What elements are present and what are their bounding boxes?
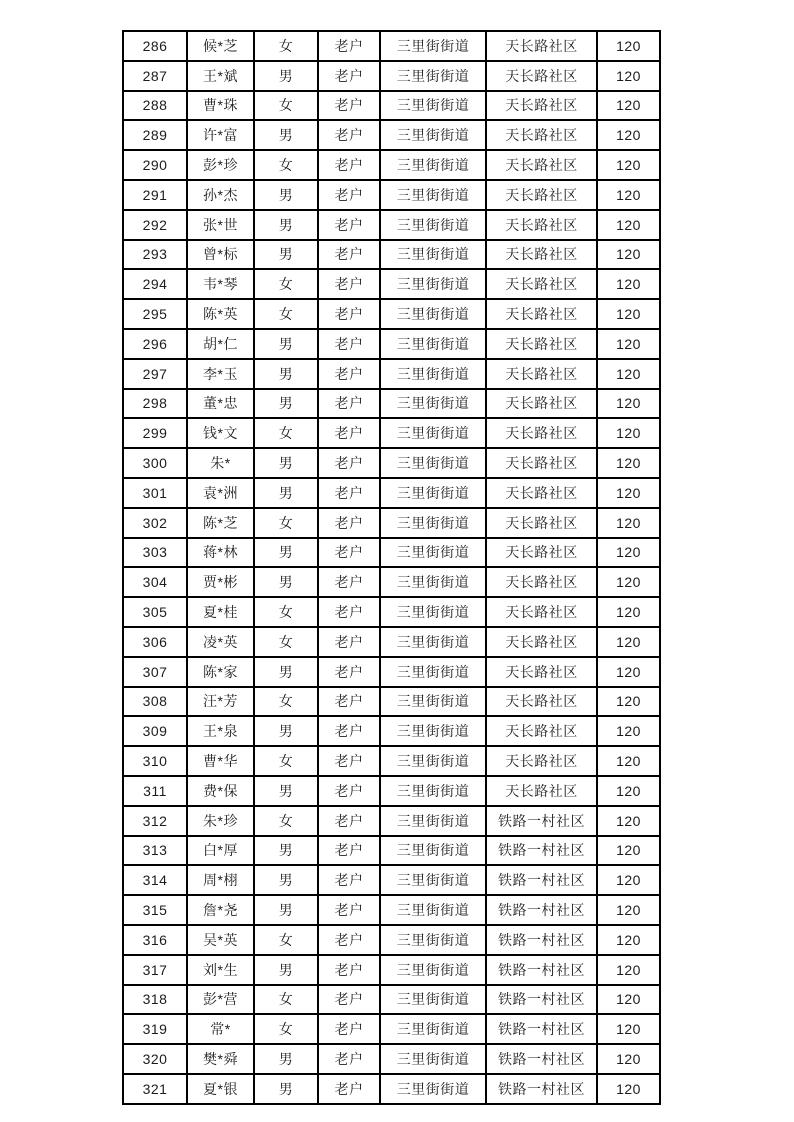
- cell-street: 三里街街道: [380, 389, 486, 419]
- cell-amount: 120: [597, 806, 660, 836]
- cell-name: 詹*尧: [187, 895, 254, 925]
- cell-gender: 男: [254, 657, 318, 687]
- cell-index: 307: [123, 657, 187, 687]
- cell-amount: 120: [597, 1074, 660, 1104]
- cell-index: 300: [123, 448, 187, 478]
- cell-amount: 120: [597, 746, 660, 776]
- cell-community: 铁路一村社区: [486, 836, 597, 866]
- table-row: [123, 1014, 660, 1044]
- cell-community: 天长路社区: [486, 180, 597, 210]
- cell-name: 孙*杰: [187, 180, 254, 210]
- cell-street: 三里街街道: [380, 478, 486, 508]
- cell-household-type: 老户: [318, 448, 380, 478]
- table-row: [123, 925, 660, 955]
- cell-community: 天长路社区: [486, 210, 597, 240]
- cell-household-type: 老户: [318, 269, 380, 299]
- cell-amount: 120: [597, 865, 660, 895]
- cell-community: 天长路社区: [486, 746, 597, 776]
- cell-community: 铁路一村社区: [486, 806, 597, 836]
- beneficiary-table: [122, 30, 661, 1105]
- cell-index: 290: [123, 150, 187, 180]
- cell-amount: 120: [597, 210, 660, 240]
- cell-household-type: 老户: [318, 299, 380, 329]
- cell-gender: 女: [254, 687, 318, 717]
- cell-street: 三里街街道: [380, 955, 486, 985]
- cell-community: 天长路社区: [486, 359, 597, 389]
- cell-household-type: 老户: [318, 61, 380, 91]
- cell-community: 天长路社区: [486, 329, 597, 359]
- cell-household-type: 老户: [318, 389, 380, 419]
- cell-index: 314: [123, 865, 187, 895]
- cell-household-type: 老户: [318, 538, 380, 568]
- cell-community: 天长路社区: [486, 120, 597, 150]
- cell-gender: 男: [254, 478, 318, 508]
- cell-household-type: 老户: [318, 31, 380, 61]
- cell-household-type: 老户: [318, 567, 380, 597]
- cell-street: 三里街街道: [380, 61, 486, 91]
- cell-gender: 女: [254, 627, 318, 657]
- cell-name: 王*泉: [187, 716, 254, 746]
- cell-gender: 女: [254, 31, 318, 61]
- cell-household-type: 老户: [318, 716, 380, 746]
- cell-name: 费*保: [187, 776, 254, 806]
- cell-street: 三里街街道: [380, 269, 486, 299]
- cell-community: 铁路一村社区: [486, 985, 597, 1015]
- cell-index: 306: [123, 627, 187, 657]
- cell-amount: 120: [597, 955, 660, 985]
- cell-name: 夏*桂: [187, 597, 254, 627]
- cell-name: 曹*华: [187, 746, 254, 776]
- cell-household-type: 老户: [318, 865, 380, 895]
- cell-gender: 男: [254, 538, 318, 568]
- table-row: [123, 538, 660, 568]
- cell-household-type: 老户: [318, 240, 380, 270]
- cell-street: 三里街街道: [380, 716, 486, 746]
- table-row: [123, 418, 660, 448]
- cell-gender: 女: [254, 985, 318, 1015]
- cell-community: 天长路社区: [486, 567, 597, 597]
- table-row: [123, 567, 660, 597]
- cell-name: 汪*芳: [187, 687, 254, 717]
- cell-street: 三里街街道: [380, 329, 486, 359]
- table-row: [123, 91, 660, 121]
- cell-index: 294: [123, 269, 187, 299]
- cell-gender: 女: [254, 269, 318, 299]
- cell-street: 三里街街道: [380, 538, 486, 568]
- cell-gender: 女: [254, 150, 318, 180]
- cell-household-type: 老户: [318, 359, 380, 389]
- table-row: [123, 985, 660, 1015]
- cell-amount: 120: [597, 985, 660, 1015]
- cell-amount: 120: [597, 538, 660, 568]
- cell-household-type: 老户: [318, 627, 380, 657]
- cell-household-type: 老户: [318, 597, 380, 627]
- cell-community: 天长路社区: [486, 716, 597, 746]
- cell-name: 樊*舜: [187, 1044, 254, 1074]
- cell-street: 三里街街道: [380, 210, 486, 240]
- cell-name: 白*厚: [187, 836, 254, 866]
- cell-street: 三里街街道: [380, 836, 486, 866]
- cell-name: 许*富: [187, 120, 254, 150]
- cell-community: 天长路社区: [486, 269, 597, 299]
- cell-community: 天长路社区: [486, 150, 597, 180]
- table-row: [123, 269, 660, 299]
- cell-amount: 120: [597, 508, 660, 538]
- table-row: [123, 389, 660, 419]
- cell-name: 陈*芝: [187, 508, 254, 538]
- cell-household-type: 老户: [318, 895, 380, 925]
- cell-street: 三里街街道: [380, 567, 486, 597]
- cell-index: 297: [123, 359, 187, 389]
- cell-name: 常*: [187, 1014, 254, 1044]
- cell-amount: 120: [597, 597, 660, 627]
- cell-household-type: 老户: [318, 925, 380, 955]
- table-row: [123, 657, 660, 687]
- cell-index: 312: [123, 806, 187, 836]
- cell-name: 朱*: [187, 448, 254, 478]
- cell-household-type: 老户: [318, 985, 380, 1015]
- cell-amount: 120: [597, 895, 660, 925]
- cell-name: 曹*珠: [187, 91, 254, 121]
- cell-index: 308: [123, 687, 187, 717]
- cell-name: 刘*生: [187, 955, 254, 985]
- cell-name: 李*玉: [187, 359, 254, 389]
- table-row: [123, 508, 660, 538]
- cell-street: 三里街街道: [380, 418, 486, 448]
- cell-gender: 男: [254, 865, 318, 895]
- cell-name: 曾*标: [187, 240, 254, 270]
- cell-name: 陈*家: [187, 657, 254, 687]
- cell-index: 286: [123, 31, 187, 61]
- cell-index: 301: [123, 478, 187, 508]
- table-row: [123, 180, 660, 210]
- cell-community: 天长路社区: [486, 627, 597, 657]
- cell-index: 317: [123, 955, 187, 985]
- cell-gender: 男: [254, 1074, 318, 1104]
- cell-community: 天长路社区: [486, 508, 597, 538]
- cell-street: 三里街街道: [380, 895, 486, 925]
- table-row: [123, 478, 660, 508]
- cell-gender: 女: [254, 418, 318, 448]
- cell-amount: 120: [597, 567, 660, 597]
- cell-name: 王*斌: [187, 61, 254, 91]
- table-row: [123, 955, 660, 985]
- cell-amount: 120: [597, 180, 660, 210]
- cell-gender: 男: [254, 180, 318, 210]
- table-row: [123, 1074, 660, 1104]
- cell-community: 天长路社区: [486, 240, 597, 270]
- cell-index: 315: [123, 895, 187, 925]
- cell-name: 陈*英: [187, 299, 254, 329]
- cell-community: 天长路社区: [486, 91, 597, 121]
- cell-community: 铁路一村社区: [486, 865, 597, 895]
- cell-index: 311: [123, 776, 187, 806]
- cell-index: 299: [123, 418, 187, 448]
- table-row: [123, 210, 660, 240]
- table-row: [123, 299, 660, 329]
- cell-name: 董*忠: [187, 389, 254, 419]
- cell-name: 袁*洲: [187, 478, 254, 508]
- cell-amount: 120: [597, 776, 660, 806]
- cell-gender: 男: [254, 1044, 318, 1074]
- cell-name: 钱*文: [187, 418, 254, 448]
- cell-gender: 女: [254, 597, 318, 627]
- cell-community: 天长路社区: [486, 776, 597, 806]
- table-row: [123, 687, 660, 717]
- cell-community: 天长路社区: [486, 597, 597, 627]
- cell-street: 三里街街道: [380, 359, 486, 389]
- cell-name: 吴*英: [187, 925, 254, 955]
- cell-amount: 120: [597, 1014, 660, 1044]
- cell-street: 三里街街道: [380, 806, 486, 836]
- cell-index: 289: [123, 120, 187, 150]
- cell-street: 三里街街道: [380, 91, 486, 121]
- cell-community: 天长路社区: [486, 538, 597, 568]
- table-row: [123, 329, 660, 359]
- cell-street: 三里街街道: [380, 776, 486, 806]
- table-row: [123, 150, 660, 180]
- cell-name: 彭*营: [187, 985, 254, 1015]
- cell-street: 三里街街道: [380, 597, 486, 627]
- cell-street: 三里街街道: [380, 180, 486, 210]
- cell-amount: 120: [597, 91, 660, 121]
- cell-household-type: 老户: [318, 1074, 380, 1104]
- cell-community: 天长路社区: [486, 31, 597, 61]
- table-row: [123, 836, 660, 866]
- cell-index: 313: [123, 836, 187, 866]
- cell-gender: 男: [254, 448, 318, 478]
- cell-gender: 女: [254, 925, 318, 955]
- cell-gender: 女: [254, 299, 318, 329]
- cell-household-type: 老户: [318, 180, 380, 210]
- cell-index: 293: [123, 240, 187, 270]
- cell-amount: 120: [597, 836, 660, 866]
- cell-gender: 男: [254, 776, 318, 806]
- cell-gender: 女: [254, 746, 318, 776]
- cell-household-type: 老户: [318, 1044, 380, 1074]
- cell-amount: 120: [597, 329, 660, 359]
- cell-amount: 120: [597, 359, 660, 389]
- cell-community: 天长路社区: [486, 448, 597, 478]
- cell-index: 287: [123, 61, 187, 91]
- cell-amount: 120: [597, 657, 660, 687]
- cell-amount: 120: [597, 716, 660, 746]
- cell-street: 三里街街道: [380, 120, 486, 150]
- cell-name: 韦*琴: [187, 269, 254, 299]
- cell-community: 铁路一村社区: [486, 1014, 597, 1044]
- table-row: [123, 865, 660, 895]
- cell-index: 318: [123, 985, 187, 1015]
- cell-household-type: 老户: [318, 120, 380, 150]
- cell-name: 夏*银: [187, 1074, 254, 1104]
- cell-gender: 女: [254, 806, 318, 836]
- cell-gender: 男: [254, 359, 318, 389]
- cell-community: 天长路社区: [486, 299, 597, 329]
- cell-index: 288: [123, 91, 187, 121]
- cell-street: 三里街街道: [380, 1044, 486, 1074]
- cell-amount: 120: [597, 150, 660, 180]
- cell-gender: 男: [254, 389, 318, 419]
- cell-community: 铁路一村社区: [486, 895, 597, 925]
- cell-street: 三里街街道: [380, 687, 486, 717]
- cell-community: 天长路社区: [486, 389, 597, 419]
- cell-street: 三里街街道: [380, 240, 486, 270]
- cell-amount: 120: [597, 299, 660, 329]
- cell-name: 蒋*林: [187, 538, 254, 568]
- cell-index: 302: [123, 508, 187, 538]
- cell-index: 309: [123, 716, 187, 746]
- cell-index: 305: [123, 597, 187, 627]
- cell-household-type: 老户: [318, 91, 380, 121]
- cell-gender: 女: [254, 508, 318, 538]
- cell-household-type: 老户: [318, 329, 380, 359]
- cell-index: 310: [123, 746, 187, 776]
- cell-amount: 120: [597, 31, 660, 61]
- cell-street: 三里街街道: [380, 627, 486, 657]
- table-row: [123, 448, 660, 478]
- table-row: [123, 1044, 660, 1074]
- cell-household-type: 老户: [318, 687, 380, 717]
- cell-name: 周*栩: [187, 865, 254, 895]
- cell-amount: 120: [597, 61, 660, 91]
- cell-name: 胡*仁: [187, 329, 254, 359]
- table-body: [123, 31, 660, 1104]
- cell-amount: 120: [597, 240, 660, 270]
- cell-index: 304: [123, 567, 187, 597]
- cell-index: 303: [123, 538, 187, 568]
- cell-community: 天长路社区: [486, 687, 597, 717]
- cell-index: 319: [123, 1014, 187, 1044]
- cell-community: 铁路一村社区: [486, 1074, 597, 1104]
- cell-amount: 120: [597, 448, 660, 478]
- cell-household-type: 老户: [318, 478, 380, 508]
- cell-household-type: 老户: [318, 1014, 380, 1044]
- cell-name: 朱*珍: [187, 806, 254, 836]
- cell-name: 候*芝: [187, 31, 254, 61]
- cell-household-type: 老户: [318, 776, 380, 806]
- cell-amount: 120: [597, 269, 660, 299]
- table-row: [123, 359, 660, 389]
- cell-community: 天长路社区: [486, 418, 597, 448]
- cell-amount: 120: [597, 925, 660, 955]
- cell-gender: 女: [254, 91, 318, 121]
- table-row: [123, 31, 660, 61]
- table-row: [123, 627, 660, 657]
- cell-street: 三里街街道: [380, 1014, 486, 1044]
- cell-gender: 男: [254, 955, 318, 985]
- cell-amount: 120: [597, 418, 660, 448]
- cell-amount: 120: [597, 120, 660, 150]
- table-row: [123, 240, 660, 270]
- cell-street: 三里街街道: [380, 657, 486, 687]
- cell-gender: 男: [254, 716, 318, 746]
- cell-amount: 120: [597, 627, 660, 657]
- table-row: [123, 61, 660, 91]
- cell-community: 天长路社区: [486, 61, 597, 91]
- cell-index: 320: [123, 1044, 187, 1074]
- cell-gender: 男: [254, 61, 318, 91]
- cell-name: 凌*英: [187, 627, 254, 657]
- cell-amount: 120: [597, 687, 660, 717]
- cell-household-type: 老户: [318, 418, 380, 448]
- cell-amount: 120: [597, 478, 660, 508]
- cell-street: 三里街街道: [380, 1074, 486, 1104]
- cell-gender: 男: [254, 120, 318, 150]
- cell-gender: 男: [254, 895, 318, 925]
- table-row: [123, 597, 660, 627]
- cell-household-type: 老户: [318, 836, 380, 866]
- table-row: [123, 776, 660, 806]
- cell-street: 三里街街道: [380, 985, 486, 1015]
- cell-street: 三里街街道: [380, 150, 486, 180]
- cell-amount: 120: [597, 389, 660, 419]
- cell-street: 三里街街道: [380, 746, 486, 776]
- cell-index: 298: [123, 389, 187, 419]
- cell-community: 铁路一村社区: [486, 955, 597, 985]
- table-row: [123, 746, 660, 776]
- cell-street: 三里街街道: [380, 299, 486, 329]
- cell-gender: 男: [254, 836, 318, 866]
- cell-index: 321: [123, 1074, 187, 1104]
- cell-household-type: 老户: [318, 806, 380, 836]
- cell-household-type: 老户: [318, 746, 380, 776]
- table-row: [123, 895, 660, 925]
- cell-gender: 男: [254, 210, 318, 240]
- cell-street: 三里街街道: [380, 31, 486, 61]
- cell-index: 316: [123, 925, 187, 955]
- cell-gender: 女: [254, 1014, 318, 1044]
- cell-index: 295: [123, 299, 187, 329]
- cell-name: 贾*彬: [187, 567, 254, 597]
- cell-street: 三里街街道: [380, 448, 486, 478]
- cell-community: 天长路社区: [486, 657, 597, 687]
- cell-index: 296: [123, 329, 187, 359]
- cell-household-type: 老户: [318, 150, 380, 180]
- cell-gender: 男: [254, 567, 318, 597]
- cell-amount: 120: [597, 1044, 660, 1074]
- cell-name: 张*世: [187, 210, 254, 240]
- cell-household-type: 老户: [318, 657, 380, 687]
- cell-household-type: 老户: [318, 508, 380, 538]
- cell-community: 铁路一村社区: [486, 925, 597, 955]
- cell-community: 天长路社区: [486, 478, 597, 508]
- cell-household-type: 老户: [318, 955, 380, 985]
- table-row: [123, 120, 660, 150]
- cell-community: 铁路一村社区: [486, 1044, 597, 1074]
- cell-gender: 男: [254, 329, 318, 359]
- cell-name: 彭*珍: [187, 150, 254, 180]
- cell-index: 292: [123, 210, 187, 240]
- cell-household-type: 老户: [318, 210, 380, 240]
- cell-street: 三里街街道: [380, 865, 486, 895]
- cell-index: 291: [123, 180, 187, 210]
- table-row: [123, 806, 660, 836]
- cell-gender: 男: [254, 240, 318, 270]
- cell-street: 三里街街道: [380, 508, 486, 538]
- table-row: [123, 716, 660, 746]
- cell-street: 三里街街道: [380, 925, 486, 955]
